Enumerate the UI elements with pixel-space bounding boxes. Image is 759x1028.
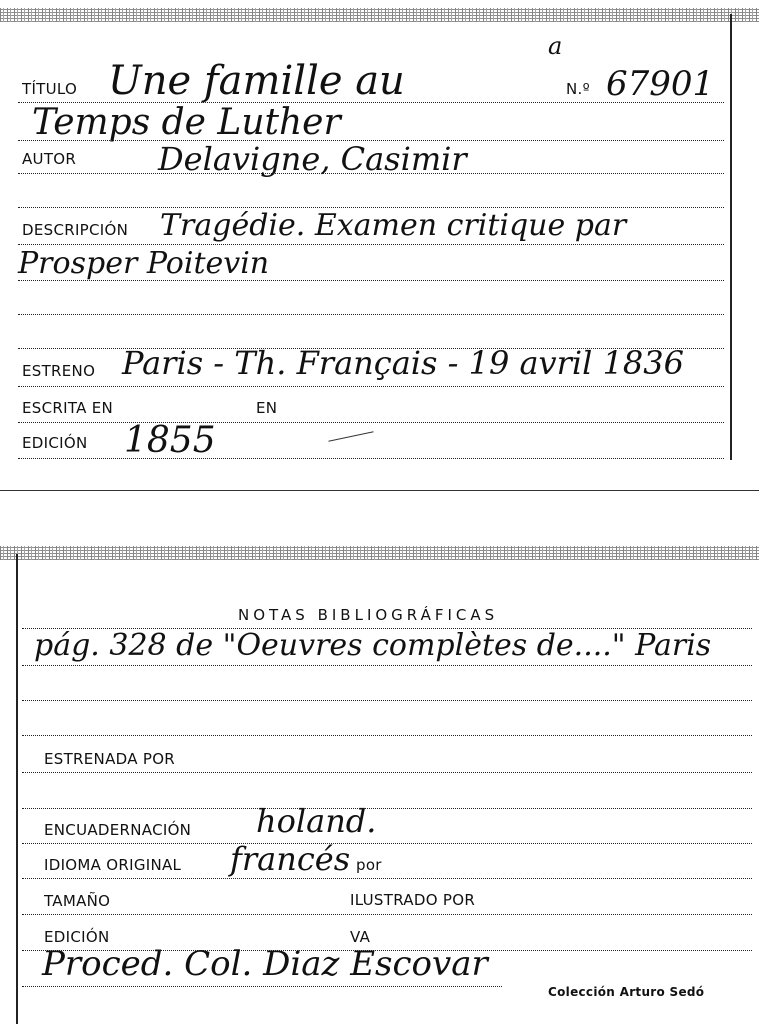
va-label: VA	[350, 928, 371, 946]
line-blank-4	[22, 808, 752, 809]
numero-label: N.º	[566, 80, 590, 98]
line-descripcion-2	[18, 280, 724, 281]
card-left-border	[16, 554, 18, 1024]
catalog-card-front	[0, 0, 759, 490]
en-label: EN	[256, 399, 278, 417]
idioma-original-label: IDIOMA ORIGINAL	[44, 856, 182, 874]
autor-value: Delavigne, Casimir	[158, 140, 467, 178]
card-right-border	[730, 14, 732, 460]
notas-line1: pág. 328 de "Oeuvres complètes de...." Paris	[34, 628, 712, 663]
titulo-label: TÍTULO	[22, 80, 78, 98]
numero-value: 67901	[606, 64, 715, 104]
ink-stroke	[328, 431, 373, 442]
line-estrenada	[22, 772, 752, 773]
notas-heading: NOTAS BIBLIOGRÁFICAS	[238, 606, 499, 624]
line-notas-1	[22, 665, 752, 666]
encuadernacion-value: holand.	[256, 802, 377, 840]
card-top-edge-2	[0, 546, 759, 560]
encuadernacion-label: ENCUADERNACIÓN	[44, 821, 192, 839]
procedencia-value: Proced. Col. Diaz Escovar	[42, 944, 488, 984]
por-label: por	[356, 856, 382, 874]
numero-suffix: a	[548, 32, 563, 60]
descripcion-value-line2: Prosper Poitevin	[18, 246, 270, 281]
tamano-label: TAMAÑO	[44, 892, 111, 910]
descripcion-value-line1: Tragédie. Examen critique par	[160, 208, 627, 243]
catalog-card-back	[0, 540, 759, 1028]
escrita-en-label: ESCRITA EN	[22, 399, 114, 417]
line-edicion	[18, 458, 724, 459]
edicion-label-2: EDICIÓN	[44, 928, 110, 946]
line-autor	[18, 173, 724, 174]
idioma-original-value: francés	[230, 840, 351, 878]
titulo-value-line1: Une famille au	[108, 58, 405, 104]
line-idioma	[22, 878, 752, 879]
ilustrado-por-label: ILUSTRADO POR	[350, 891, 476, 909]
line-blank-2	[18, 314, 724, 315]
line-procedencia	[22, 986, 502, 987]
autor-label: AUTOR	[22, 150, 77, 168]
estrenada-por-label: ESTRENADA POR	[44, 750, 176, 768]
line-estreno	[18, 386, 724, 387]
estreno-label: ESTRENO	[22, 362, 96, 380]
descripcion-label: DESCRIPCIÓN	[22, 221, 129, 239]
estreno-value: Paris - Th. Français - 19 avril 1836	[122, 344, 684, 382]
titulo-value-line2: Temps de Luther	[32, 102, 341, 143]
line-descripcion	[18, 244, 724, 245]
line-tamano	[22, 914, 752, 915]
edicion-label: EDICIÓN	[22, 434, 88, 452]
card-bottom-edge	[0, 490, 759, 491]
collection-credit: Colección Arturo Sedó	[548, 985, 705, 999]
line-encuadernacion	[22, 843, 752, 844]
edicion-value: 1855	[124, 420, 216, 461]
line-notas-2	[22, 700, 752, 701]
card-top-edge	[0, 8, 759, 22]
line-notas-3	[22, 735, 752, 736]
